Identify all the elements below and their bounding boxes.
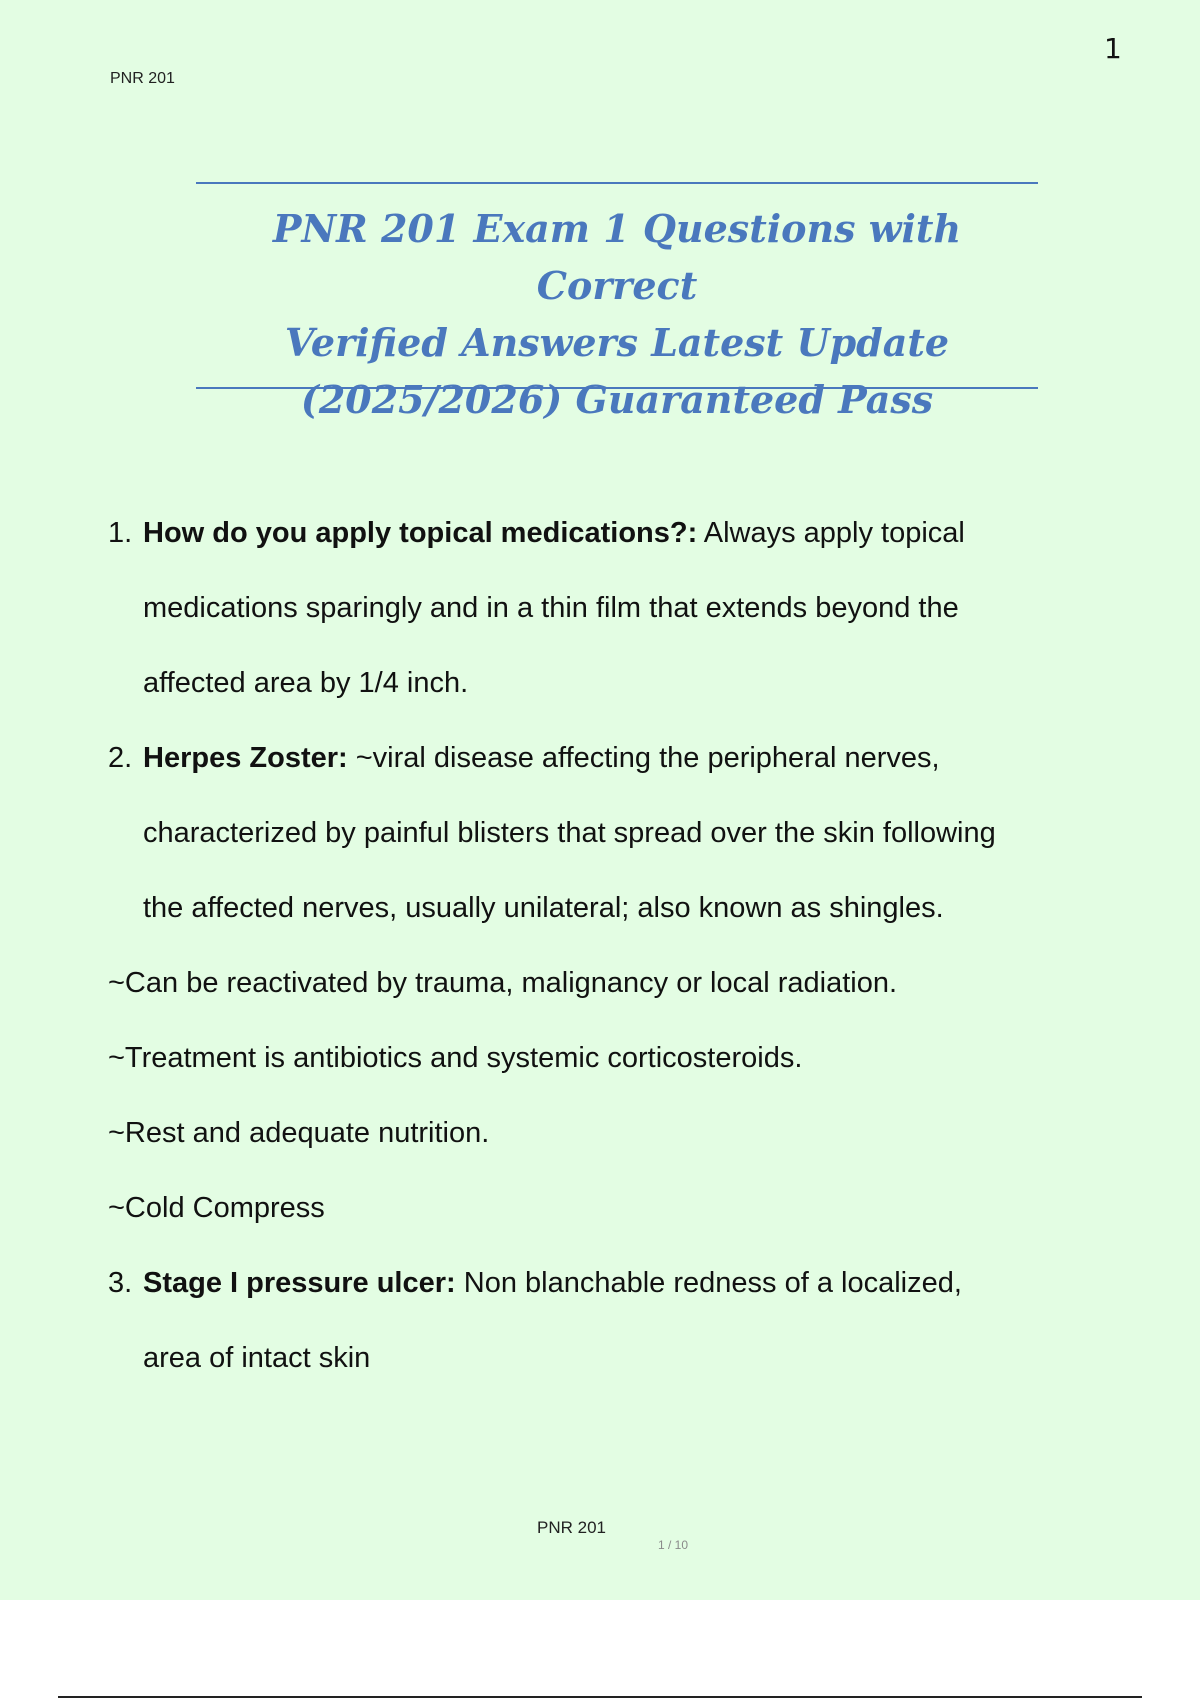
- title-line-3: (2025/2026) Guaranteed Pass: [300, 377, 934, 422]
- question-number: 3.: [108, 1267, 133, 1299]
- answer-text: Non blanchable redness of a localized,: [455, 1267, 962, 1299]
- answer-line: characterized by painful blisters that spread over the skin following: [143, 817, 996, 849]
- question-number: 1.: [108, 517, 133, 549]
- answer-line: the affected nerves, usually unilateral; also known as shingles.: [143, 892, 944, 924]
- title-line-2: Verified Answers Latest Update: [284, 320, 950, 365]
- answer-text: ~viral disease affecting the peripheral nerves,: [347, 742, 940, 774]
- question-line: [143, 1246, 1108, 1321]
- footer-page-count: 1 / 10: [658, 1538, 689, 1552]
- question-term: Herpes Zoster:: [143, 742, 348, 774]
- title-line-1: PNR 201 Exam 1 Questions with Correct: [272, 206, 962, 308]
- header-course-label: PNR 201: [110, 70, 175, 87]
- question-item-3: [108, 1246, 1108, 1396]
- question-line: [143, 496, 1108, 571]
- note-paragraph: ~Rest and adequate nutrition.: [108, 1117, 490, 1149]
- note-paragraph: ~Can be reactivated by trauma, malignancy or local radiation.: [108, 967, 898, 999]
- title-top-rule: [196, 182, 1038, 184]
- footer-course-label: PNR 201: [537, 1518, 606, 1537]
- note-paragraph: ~Treatment is antibiotics and systemic corticosteroids.: [108, 1042, 803, 1074]
- question-term: Stage I pressure ulcer:: [143, 1267, 456, 1299]
- question-line: [143, 721, 1108, 796]
- document-title: [196, 200, 1038, 428]
- page-number: 1: [1104, 32, 1122, 65]
- question-list: [108, 496, 1108, 1396]
- answer-line: affected area by 1/4 inch.: [143, 667, 469, 699]
- note-paragraph: ~Cold Compress: [108, 1192, 325, 1224]
- question-item-2: [108, 721, 1108, 946]
- next-page-rule: [58, 1696, 1142, 1698]
- question-term: How do you apply topical medications?:: [143, 517, 698, 549]
- question-number: 2.: [108, 742, 133, 774]
- question-item-1: [108, 496, 1108, 721]
- answer-line: area of intact skin: [143, 1342, 371, 1374]
- answer-text: Always apply topical: [697, 517, 965, 549]
- answer-line: medications sparingly and in a thin film that extends beyond the: [143, 592, 959, 624]
- title-bottom-rule: [196, 387, 1038, 389]
